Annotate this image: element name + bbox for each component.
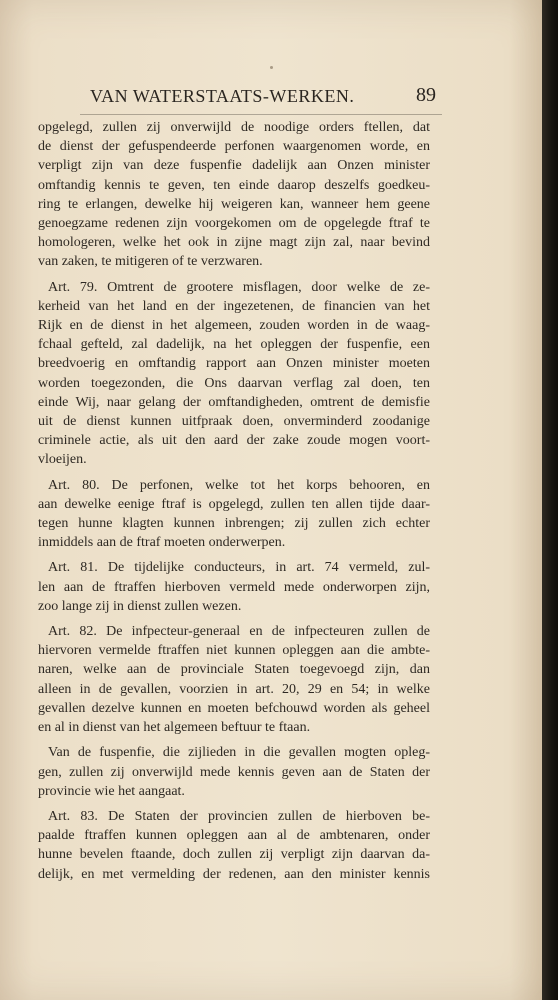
- text-line: criminele actie, als uit den aard der zake zoude mogen voort-: [38, 433, 430, 449]
- text-line: fchaal gefteld, zal dadelijk, na het opleggen der fuspenfie, een: [38, 337, 430, 353]
- body-text: [38, 118, 430, 890]
- text-line: omftandig kennis te geven, ten einde daarop deszelfs goedkeu-: [38, 177, 430, 193]
- text-line: tegen hunne klagten kunnen inbrengen; zij zullen zich echter: [38, 516, 430, 532]
- page-edge-shadow: [542, 0, 558, 1000]
- text-line: van zaken, te mitigeren of te verzwaren.: [38, 254, 263, 270]
- text-line: hunne bevelen ftaande, doch zullen zij verpligt zijn daarvan da-: [38, 847, 430, 863]
- text-line: gen, zullen zij onverwijld mede kennis geven aan de Staten der: [38, 764, 430, 780]
- text-line: paalde ftraffen kunnen opleggen aan al de ambtenaren, onder: [38, 828, 430, 844]
- text-line: delijk, en met vermelding der redenen, aan den minister kennis: [38, 866, 430, 882]
- text-line: kerheid van het land en der ingezetenen, de financien van het: [38, 298, 430, 314]
- running-title: VAN WATERSTAATS-WERKEN.: [90, 86, 355, 106]
- text-line: Art. 83. De Staten der provincien zullen de hierboven be-: [48, 808, 430, 824]
- text-line: uit de dienst kunnen uitfpraak doen, onverminderd zoodanige: [38, 414, 430, 430]
- text-line: gevallen dezelve kunnen en moeten befchouwd worden als geheel: [38, 700, 430, 716]
- text-line: aan dewelke eenige ftraf is opgelegd, zullen ten allen tijde daar-: [38, 496, 430, 512]
- paragraph: [38, 807, 430, 884]
- paragraph: [38, 476, 430, 553]
- paragraph: [38, 278, 430, 470]
- text-line: homologeren, welke het ook in zijne magt zijn zal, naar bevind: [38, 235, 430, 251]
- text-line: len aan de ftraffen hierboven vermeld mede onderworpen zijn,: [38, 579, 430, 595]
- text-line: de dienst der gefuspendeerde perfonen waargenomen worde, en: [38, 139, 430, 155]
- text-line: genoegzame redenen zijn voorgekomen om de opgelegde ftraf te: [38, 216, 430, 232]
- text-line: hiervoren vermelde ftraffen niet kunnen opleggen aan die ambte-: [38, 643, 430, 659]
- text-line: Rijk en de dienst in het algemeen, zouden worden in de waag-: [38, 318, 430, 334]
- text-line: vloeijen.: [38, 452, 87, 468]
- page-number: 89: [416, 84, 436, 106]
- text-line: Art. 81. De tijdelijke conducteurs, in art. 74 vermeld, zul-: [48, 560, 430, 576]
- text-line: ring te erlangen, dewelke hij weigeren kan, wanneer hem geene: [38, 196, 430, 212]
- text-line: inmiddels aan de ftraf moeten onderwerpen.: [38, 535, 286, 551]
- page-header: [90, 86, 436, 110]
- text-line: Art. 79. Omtrent de grootere misflagen, door welke de ze-: [48, 279, 430, 295]
- paragraph: [38, 558, 430, 616]
- text-line: provincie wie het aangaat.: [38, 783, 185, 799]
- header-rule: [80, 114, 442, 115]
- text-line: zoo lange zij in dienst zullen wezen.: [38, 598, 242, 614]
- paragraph: [38, 118, 430, 272]
- text-line: Art. 82. De infpecteur-generaal en de infpecteuren zullen de: [48, 624, 430, 640]
- text-line: en al in dienst van het algemeen beftuur te ftaan.: [38, 720, 311, 736]
- text-line: worden toegezonden, die Ons daarvan verflag zal doen, ten: [38, 375, 430, 391]
- text-line: einde Wij, naar gelang der omftandigheden, omtrent de demisfie: [38, 394, 430, 410]
- ink-speck: [270, 66, 273, 69]
- text-line: naren, welke aan de provinciale Staten toegevoegd zijn, dan: [38, 662, 430, 678]
- text-line: alleen in de gevallen, voorzien in art. 20, 29 en 54; in welke: [38, 681, 430, 697]
- paragraph: [38, 743, 430, 801]
- text-line: Van de fuspenfie, die zijlieden in die gevallen mogten opleg-: [48, 745, 430, 761]
- text-line: breedvoerig en omftandig rapport aan Onzen minister moeten: [38, 356, 430, 372]
- text-line: Art. 80. De perfonen, welke tot het korps behooren, en: [48, 477, 430, 493]
- text-line: verpligt zijn van deze fuspenfie dadelijk aan Onzen minister: [38, 158, 430, 174]
- text-line: opgelegd, zullen zij onverwijld de noodige orders ftellen, dat: [38, 120, 430, 135]
- paragraph: [38, 622, 430, 737]
